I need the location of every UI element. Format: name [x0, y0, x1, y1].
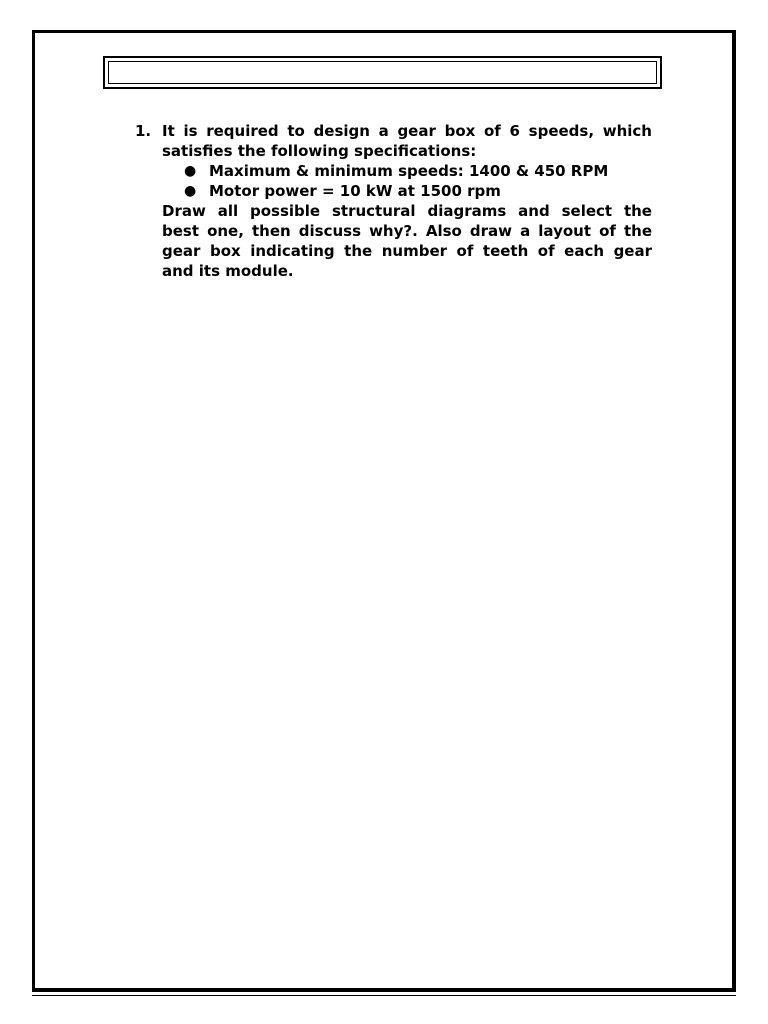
question-intro-line-1: It is required to design a gear box of 6 speeds, which	[162, 122, 652, 140]
question-body	[162, 121, 652, 281]
title-box	[103, 56, 662, 89]
specification-text: Motor power = 10 kW at 1500 rpm	[209, 182, 501, 200]
page-title	[108, 61, 657, 84]
specification-item	[184, 181, 652, 201]
specifications-list	[162, 161, 652, 201]
task-line-1: Draw all possible structural diagrams and select the	[162, 202, 652, 220]
task-line-3: gear box indicating the number of teeth of each gear	[162, 242, 652, 260]
task-line-2: best one, then discuss why?. Also draw a layout of the	[162, 222, 652, 240]
specification-item	[184, 161, 652, 181]
question-number: 1.	[135, 122, 152, 140]
specification-text: Maximum & minimum speeds: 1400 & 450 RPM	[209, 162, 609, 180]
question-intro-line-2: satisfies the following specifications:	[162, 142, 477, 160]
task-line-4: and its module.	[162, 262, 294, 280]
bullet-icon: ●	[184, 183, 197, 199]
bullet-icon: ●	[184, 163, 197, 179]
question-1	[135, 121, 652, 281]
